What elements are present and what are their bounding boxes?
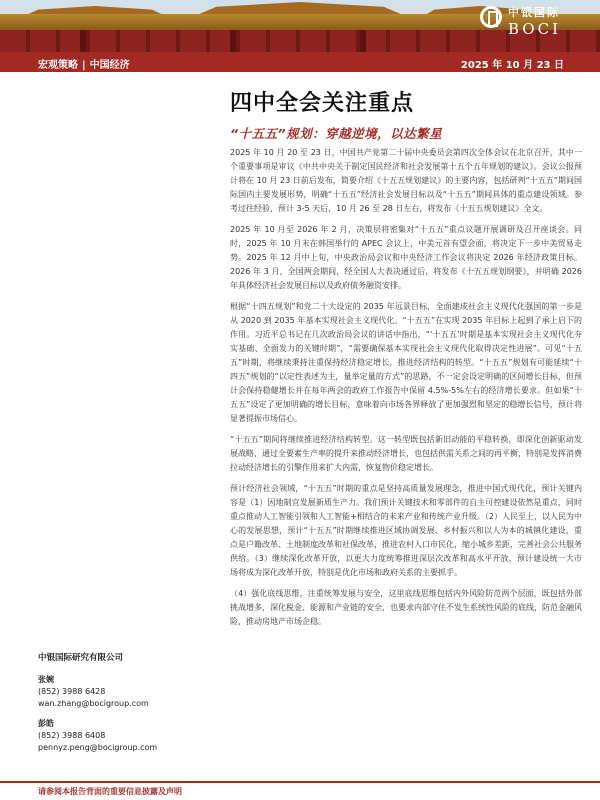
- category-bar: [0, 52, 600, 72]
- banner-pillar: [360, 30, 366, 52]
- logo-english: BOCI: [508, 20, 562, 38]
- body-paragraph: 预计经济社会领域，“十五五”时期的重点是坚持高质量发展理念，推进中国式现代化，预计关键内容是（1）因地制宜发展新质生产力。我们预计关键技术和零部件的自主可控建设依然是重点，同时重点推动人工智能引领和人工智能+相结合的未来产业和传统产业升级。（2）人民至上，以人民为中心的发展思想，预计“十五五”时期继续推进区域协调发展、乡村振兴和以人为本的城镇化建设，重点是户籍改革、土地制度改革和社保改革，推进农村人口市民化，缩小城乡差距，完善社会公共服务供给。（3）继续深化改革开放，以更大力度统筹推进深层次改革和高水平开放，预计建设统一大市场将成为深化改革开放，特别是优化市场和政府关系的主要抓手。: [230, 484, 582, 577]
- bank-of-china-logo-icon: [480, 6, 502, 28]
- header-banner: [0, 0, 600, 52]
- report-body: [230, 146, 582, 636]
- report-subtitle: “十五五”规划：穿越逆境，以达繁星: [230, 126, 443, 141]
- analyst-name: 张婉: [38, 675, 54, 684]
- boci-logo: [468, 0, 600, 52]
- analyst-contact: [38, 674, 198, 710]
- body-paragraph: 根据“十四五规划”和党二十大设定的 2035 年远景目标，全面建成社会主义现代化强国的第一步是从 2020 到 2035 年基本实现社会主义现代化。“十五五”在实现 2035 年目标上起到了承上启下的作用。习近平总书记在几次政治局会议的讲话中指出，“‘十五五’时期是基本实现社会主义现代化夯实基础、全面发力的关键时期”，“需要确保基本实现社会主义现代化取得决定性进展”。可见“十五五”时期，将继续秉持注重保持经济稳定增长，推进经济结构的转型。“十五五”规划有可能延续“十四五”规划的“以定性表述为主，量举定量的方式”的思路，不一定会设定明确的区间增长目标，但预计会保持稳健增长并在每年两会的政府工作报告中保留 4.5%-5%左右的经济增长要求。但如果“十五五”设定了更加明确的增长目标，意味着向市场各界释放了更加强烈和坚定的稳增长信号，预计将显著提振市场信心。: [230, 302, 582, 423]
- analyst-email[interactable]: pennyz.peng@bocigroup.com: [38, 743, 158, 752]
- banner-pillar: [230, 30, 236, 52]
- body-paragraph: （4）强化底线思维，注重统筹发展与安全，这里底线思维包括内外风险防范两个层面，既包括外部挑战增多，深化税金、能源和产业链的安全，也要求内部守住不发生系统性风险的底线，防范金融风险，推动房地产市场企稳。: [230, 589, 582, 626]
- body-paragraph: 2025 年 10 月至 2026 年 2 月，决策层将密集对“十五五”重点议题开展调研及召开座谈会。同时，2025 年 10 月末在韩国举行的 APEC 会议上，中美元首有望会面，将决定下一步中美贸易走势。2025 年 12 月中上旬，中央政治局会议和中央经济工作会议将决定 2026 年经济政策目标。2026 年 3 月，全国两会期间，经全国人大表决通过后，将发布《十五五规划纲要》，并明确 2026 年具体经济社会发展目标以及政府债务融资安排。: [230, 225, 582, 290]
- disclosure-footer: 请参阅本报告背面的重要信息披露及声明: [38, 787, 182, 796]
- body-paragraph: “十五五”期间将继续推进经济结构转型。这一转型既包括新旧动能的平稳转换，即深化创新驱动发展战略，通过全要素生产率的提升来推动经济增长，也包括供需关系之间的再平衡，特别是发挥消费拉动经济增长的引擎作用来扩大内需，恢复物价稳定增长。: [230, 435, 582, 472]
- category-china-economy: 中国经济: [89, 60, 130, 71]
- logo-chinese: 中银国际: [508, 6, 560, 19]
- analyst-email[interactable]: wan.zhang@bocigroup.com: [38, 699, 149, 708]
- analyst-phone: (852) 3988 6408: [38, 731, 106, 740]
- report-date: 2025 年 10 月 23 日: [460, 60, 564, 71]
- footer-rule: [0, 781, 600, 783]
- analyst-contact: [38, 718, 198, 754]
- report-title: 四中全会关注重点: [230, 90, 415, 116]
- analyst-phone: (852) 3988 6428: [38, 687, 106, 696]
- category-separator: |: [82, 60, 86, 71]
- category-labels: [38, 56, 130, 71]
- banner-pillar: [80, 30, 86, 52]
- category-macro: 宏观策略: [38, 60, 78, 71]
- analyst-contacts: [38, 652, 198, 762]
- body-paragraph: 2025 年 10 月 20 至 23 日，中国共产党第二十届中央委员会第四次全体会议在北京召开，其中一个重要事项是审议《中共中央关于制定国民经济和社会发展第十五个五年规划的建议》。会议公报预计将在 10 月 23 日前后发布，简要介绍《十五五规划建议》的主要内容，包括研判“十五五”期间国际国内主要发展形势，明确“十五五”经济社会发展目标以及“十五五”期间具体的重点建设领域。参考过往经验，预计 3-5 天后，10 月 26 至 28 日左右，将发布《十五五规划建议》全文。: [230, 148, 582, 213]
- institute-name: 中银国际研究有限公司: [38, 653, 124, 663]
- analyst-name: 彭皓: [38, 719, 54, 728]
